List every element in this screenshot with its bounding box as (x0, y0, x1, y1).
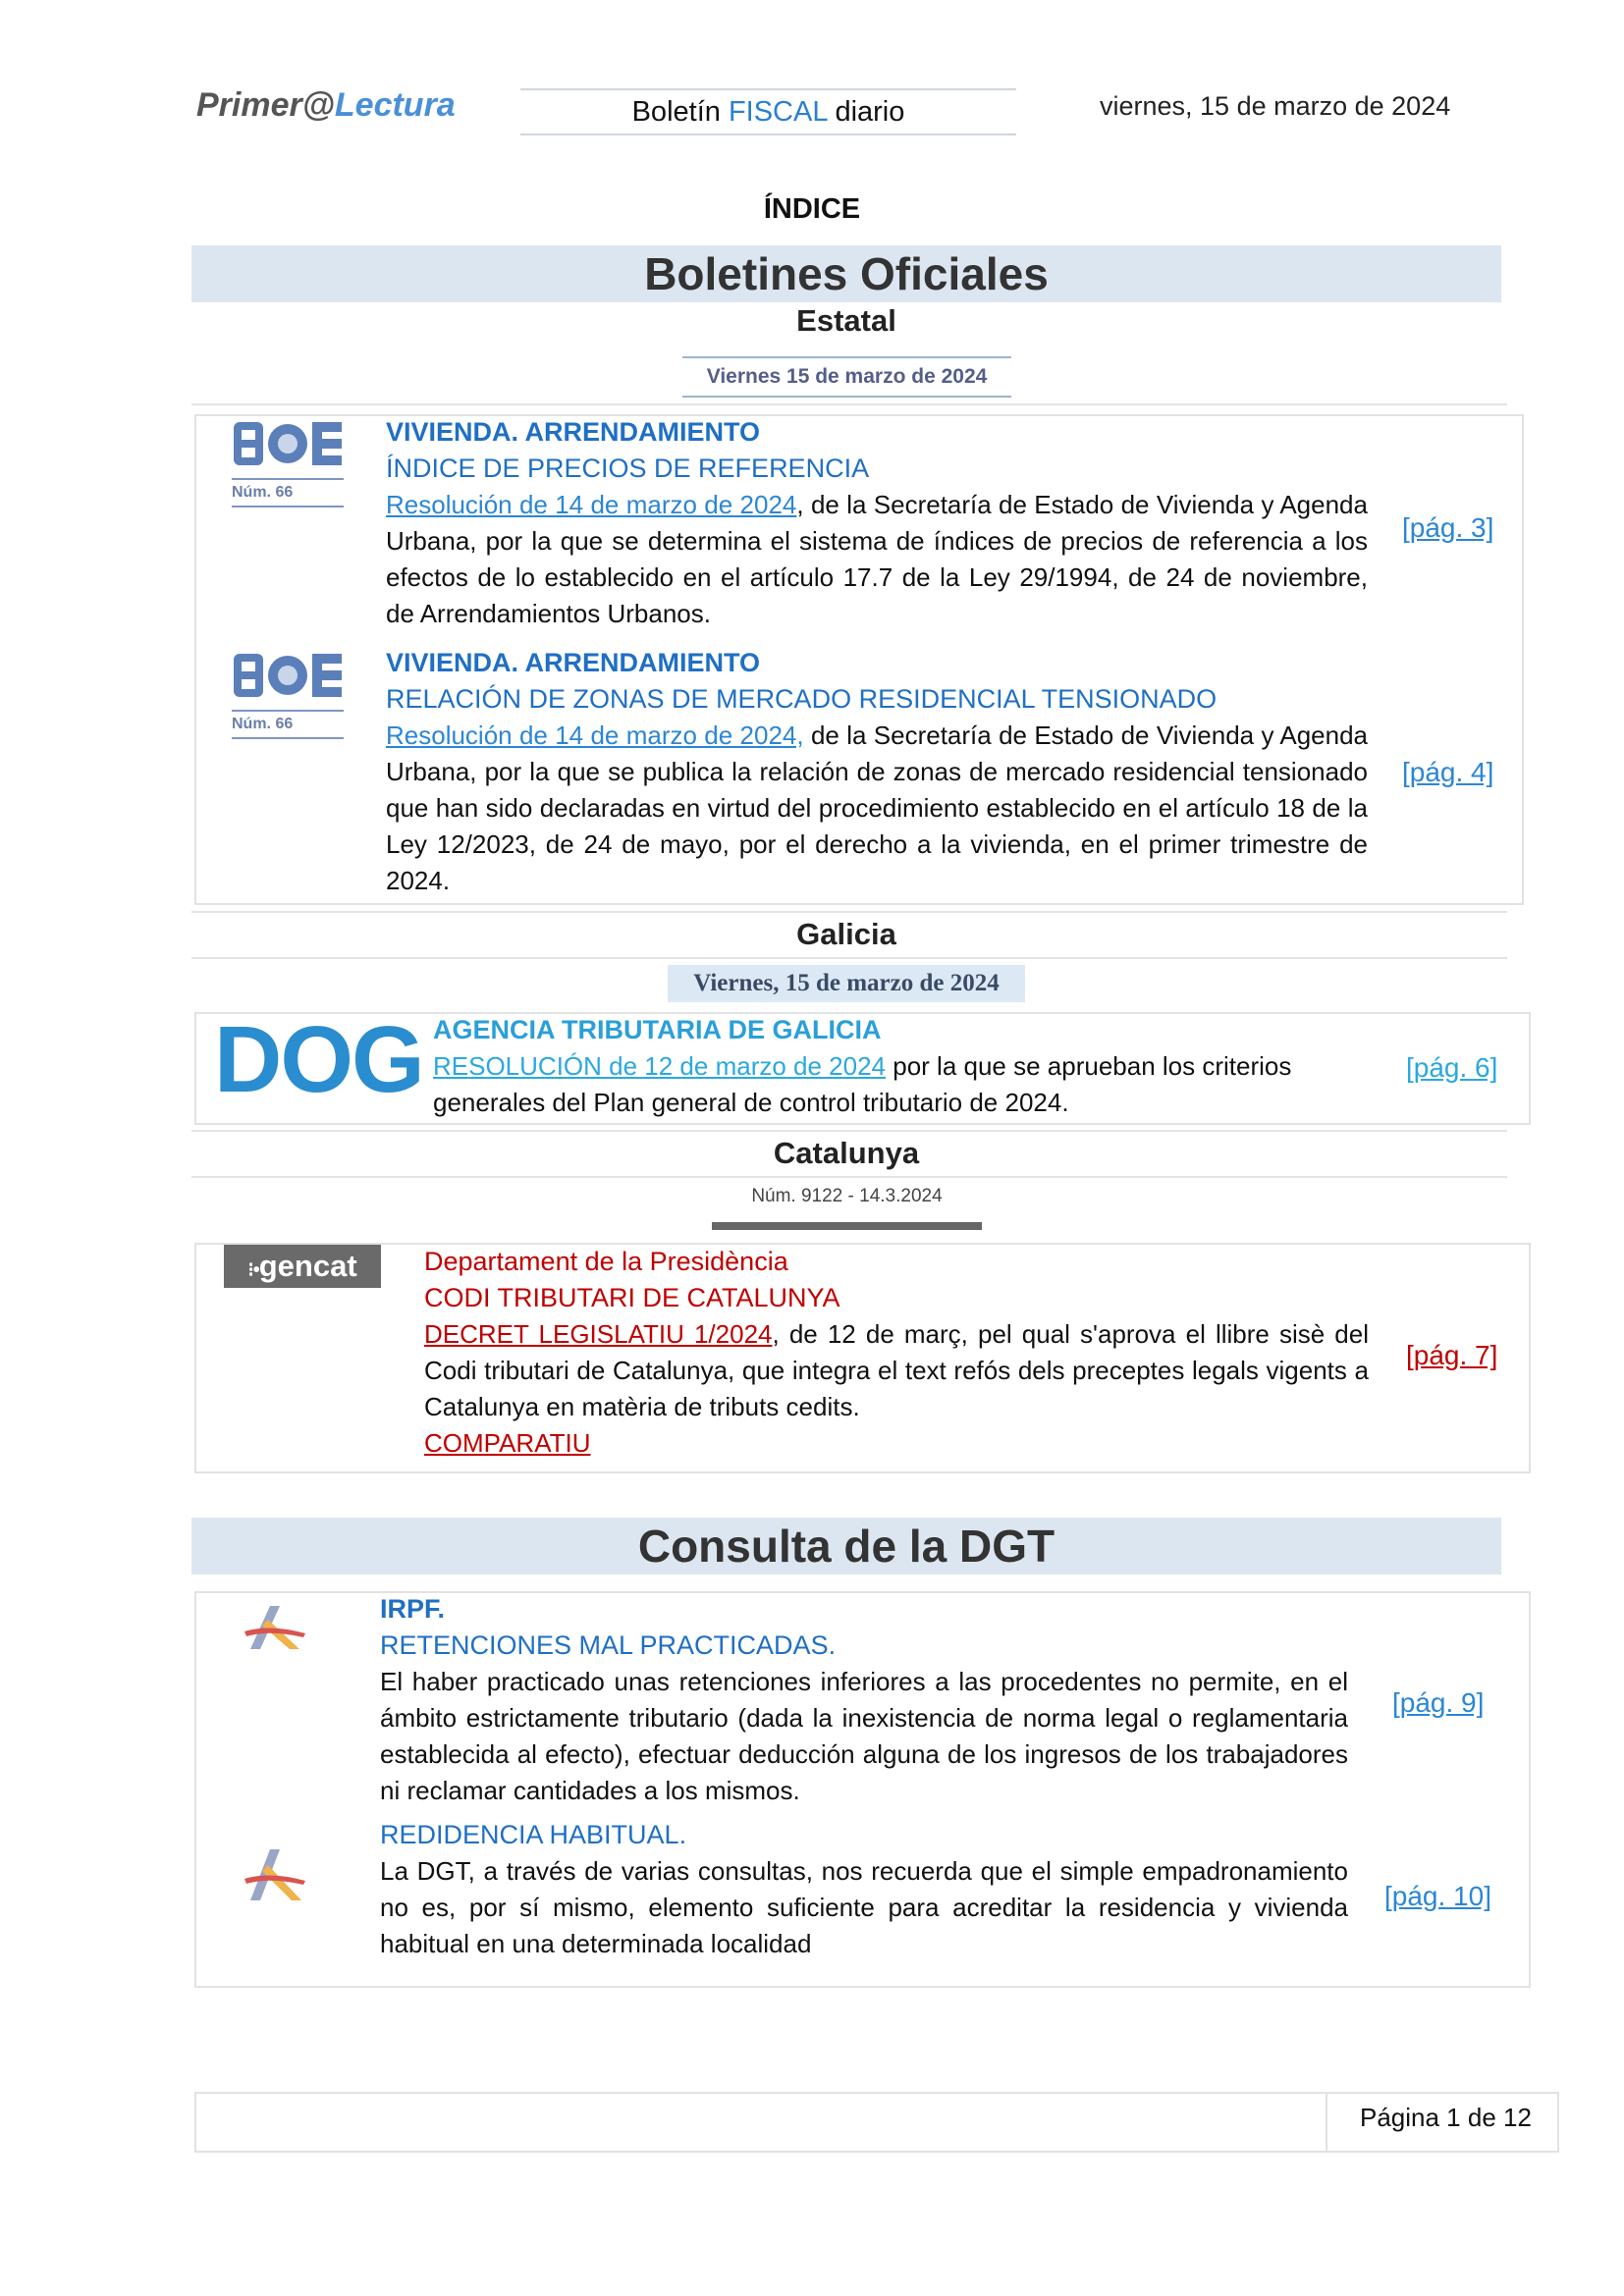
index-heading: ÍNDICE (763, 193, 861, 225)
aeat-logo-icon (241, 1845, 309, 1909)
divider (191, 957, 1507, 959)
dgt-item-1 (380, 1591, 1348, 1809)
gencat-dots-icon: ⁝• (247, 1259, 259, 1281)
item-body (424, 1316, 1369, 1425)
resolution-link[interactable]: Resolución de 14 de marzo de 2024 (386, 490, 797, 519)
header-date: viernes, 15 de marzo de 2024 (1100, 91, 1451, 121)
item-dept: Departament de la Presidència (424, 1247, 788, 1276)
page-link-10[interactable]: [pág. 10] (1384, 1881, 1491, 1911)
divider (191, 911, 1507, 913)
item-body (386, 487, 1368, 632)
boe-item-2 (386, 645, 1368, 899)
boe-number: Núm. 66 (232, 484, 294, 501)
item-title: AGENCIA TRIBUTARIA DE GALICIA (433, 1015, 882, 1044)
item-text: La DGT, a través de varias consultas, nos recuerda que el simple empadronamiento no es, por sí mismo, elemento suficiente para acreditar la residencia y vivienda habitual en una determinada localidad (380, 1856, 1348, 1958)
title-accent: FISCAL (728, 96, 828, 128)
item-body (433, 1048, 1366, 1121)
divider (191, 1130, 1507, 1132)
logo-part2: Lectura (334, 86, 456, 124)
boe-logo-mark (232, 650, 344, 701)
decree-link[interactable]: DECRET LEGISLATIU 1/2024 (424, 1319, 773, 1349)
item-subtitle: REDIDENCIA HABITUAL. (380, 1820, 687, 1849)
dgt-item-2 (380, 1817, 1348, 1962)
page-number: Página 1 de 12 (1360, 2103, 1532, 2132)
primera-lectura-logo (196, 86, 456, 125)
boe-number: Núm. 66 (232, 716, 294, 732)
footer-box (194, 2092, 1559, 2153)
galicia-heading: Galicia (796, 917, 896, 951)
dog-item (433, 1012, 1366, 1121)
divider (191, 1176, 1507, 1178)
divider (191, 403, 1507, 405)
item-title: VIVIENDA. ARRENDAMIENTO (386, 417, 761, 447)
resolution-link[interactable]: RESOLUCIÓN de 12 de marzo de 2024 (433, 1051, 887, 1081)
page-link-3[interactable]: [pág. 3] (1402, 512, 1494, 543)
page-link-4[interactable]: [pág. 4] (1402, 757, 1494, 787)
aeat-logo-icon (241, 1602, 309, 1658)
comparatiu-link[interactable]: COMPARATIU (424, 1428, 591, 1458)
logo-part1: Primer@ (196, 86, 335, 124)
footer-divider (1326, 2092, 1327, 2153)
item-text: de la Secretaría de Estado de Vivienda y Agenda Urbana, por la que se publica la relación de zonas de mercado residencial tensionado que han sido declaradas en virtud del procedimiento establecido en el artículo 18 de la Ley 12/2023, de 24 de mayo, por el derecho a la vivienda, en el primer trimestre de 2024. (386, 721, 1368, 895)
estatal-heading: Estatal (796, 303, 896, 338)
dog-logo: DOG (214, 1007, 423, 1112)
item-title: CODI TRIBUTARI DE CATALUNYA (424, 1283, 840, 1312)
boe-logo-mark (232, 418, 344, 469)
item-text: El haber practicado unas retenciones inferiores a las procedentes no permite, en el ámbito estrictamente tributario (dada la inexistencia de norma legal o reglamentaria establecida al efecto), efectuar deducción alguna de los ingresos de los trabajadores ni reclamar cantidades a los mismos. (380, 1667, 1348, 1805)
item-title: VIVIENDA. ARRENDAMIENTO (386, 648, 761, 677)
title-post: diario (827, 96, 905, 128)
item-text: , de la Secretaría de Estado de Vivienda y Agenda Urbana, por la que se determina el sistema de índices de precios de referencia a los efectos de lo establecido en el artículo 17.7 de la Ley 29/1994, de 24 de noviembre, de Arrendamientos Urbanos. (386, 490, 1368, 628)
item-subtitle: ÍNDICE DE PRECIOS DE REFERENCIA (386, 454, 870, 483)
item-subtitle: RELACIÓN DE ZONAS DE MERCADO RESIDENCIAL TENSIONADO (386, 684, 1218, 714)
title-pre: Boletín (631, 96, 729, 128)
item-text: por la que se aprueban los criterios generales del Plan general de control tributario de 2024. (433, 1051, 1292, 1117)
estatal-date: Viernes 15 de marzo de 2024 (682, 356, 1011, 398)
boe-logo (232, 418, 344, 507)
catalunya-heading: Catalunya (773, 1136, 920, 1170)
page-link-6[interactable]: [pág. 6] (1406, 1052, 1498, 1083)
item-text: , de 12 de març, pel qual s'aprova el llibre sisè del Codi tributari de Catalunya, que integra el text refós dels preceptes legals vigents a Catalunya en matèria de tributs cedits. (424, 1319, 1369, 1421)
resolution-link[interactable]: Resolución de 14 de marzo de 2024, (386, 721, 804, 750)
item-body (386, 718, 1368, 899)
section-band-boletines: Boletines Oficiales (191, 245, 1501, 302)
boe-logo (232, 650, 344, 739)
item-subtitle: RETENCIONES MAL PRACTICADAS. (380, 1630, 837, 1660)
section-band-dgt: Consulta de la DGT (191, 1518, 1501, 1575)
galicia-date: Viernes, 15 de marzo de 2024 (668, 965, 1025, 1002)
gencat-logo-text: gencat (258, 1249, 357, 1283)
page-link-9[interactable]: [pág. 9] (1392, 1687, 1485, 1718)
bulletin-title (520, 88, 1016, 135)
boe-item-1 (386, 414, 1368, 632)
gencat-item (424, 1244, 1369, 1462)
catalunya-date: Núm. 9122 - 14.3.2024 (751, 1186, 943, 1206)
dogc-bar (712, 1222, 982, 1230)
item-title: IRPF. (380, 1594, 446, 1624)
gencat-logo (224, 1245, 381, 1288)
page-link-7[interactable]: [pág. 7] (1406, 1340, 1498, 1370)
